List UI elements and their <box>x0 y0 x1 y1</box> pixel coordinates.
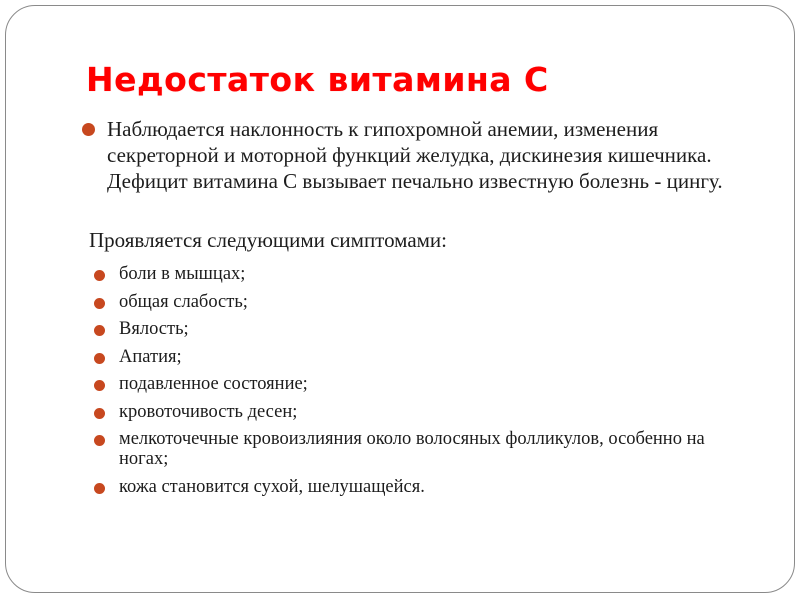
symptom-text: боли в мышцах; <box>119 264 246 285</box>
intro-list-item <box>86 116 748 194</box>
symptom-item <box>94 375 748 395</box>
bullet-icon <box>94 353 105 364</box>
symptom-item <box>94 348 748 368</box>
bullet-icon <box>94 408 105 419</box>
symptom-item <box>94 265 748 285</box>
symptom-text: подавленное состояние; <box>119 374 308 395</box>
symptoms-heading: Проявляется следующими симптомами: <box>89 228 448 253</box>
symptom-text: Вялость; <box>119 319 189 340</box>
symptom-item <box>94 320 748 340</box>
bullet-icon <box>94 325 105 336</box>
symptom-list <box>86 265 748 497</box>
bullet-icon <box>94 298 105 309</box>
bullet-icon <box>94 380 105 391</box>
bullet-icon <box>94 270 105 281</box>
symptom-text: общая слабость; <box>119 291 248 312</box>
bullet-icon <box>94 483 105 494</box>
symptom-item <box>94 430 748 470</box>
symptom-text: Апатия; <box>119 346 182 367</box>
bullet-icon <box>82 123 95 136</box>
symptom-item <box>94 478 748 498</box>
slide-title: Недостаток витамина С <box>86 60 549 99</box>
symptom-text: мелкоточечные кровоизлияния около волосяных фолликулов, особенно на ногах; <box>119 429 705 470</box>
symptom-item <box>94 403 748 423</box>
bullet-icon <box>94 435 105 446</box>
intro-text: Наблюдается наклонность к гипохромной анемии, изменения секреторной и моторной функций желудка, дискинезия кишечника. Дефицит витамина С вызывает печально известную болезнь - цингу. <box>107 117 723 194</box>
symptom-item <box>94 293 748 313</box>
symptom-text: кровоточивость десен; <box>119 401 298 422</box>
symptom-text: кожа становится сухой, шелушащейся. <box>119 476 425 497</box>
